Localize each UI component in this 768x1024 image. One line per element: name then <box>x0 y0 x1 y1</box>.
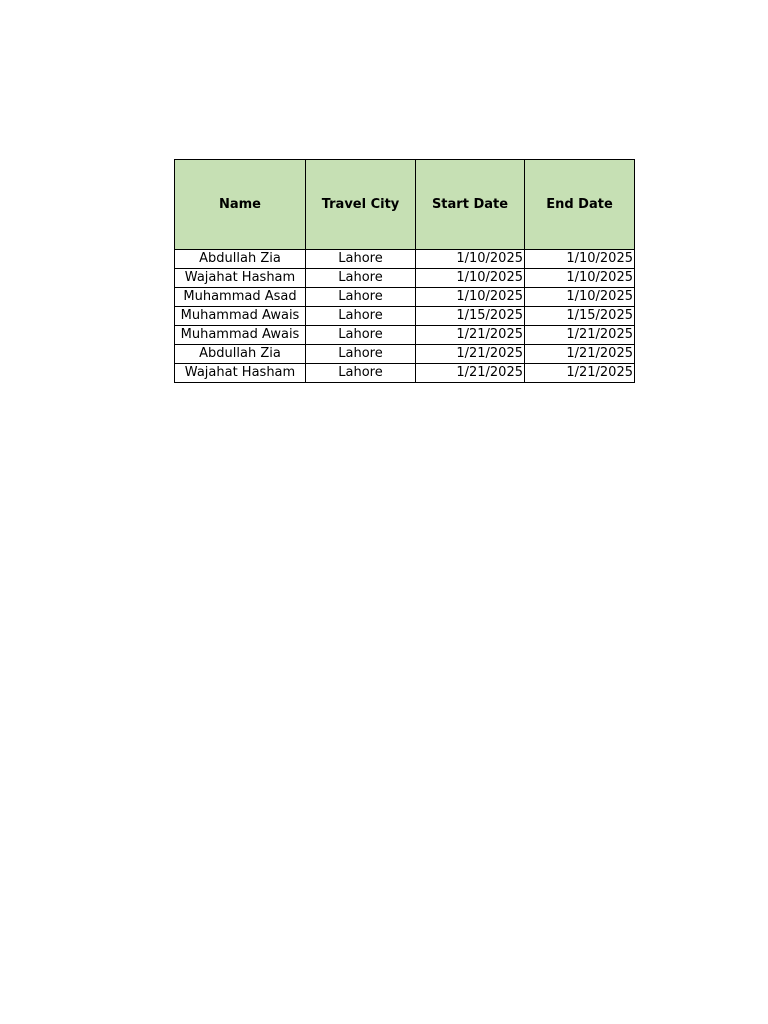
header-start-date: Start Date <box>416 160 525 250</box>
table-row <box>175 326 635 345</box>
cell-start-date: 1/15/2025 <box>416 307 525 326</box>
header-name: Name <box>175 160 306 250</box>
table-body <box>175 250 635 383</box>
table-row <box>175 269 635 288</box>
cell-travel-city: Lahore <box>306 288 416 307</box>
cell-travel-city: Lahore <box>306 269 416 288</box>
header-end-date: End Date <box>525 160 635 250</box>
table-row <box>175 307 635 326</box>
cell-name: Muhammad Awais <box>175 326 306 345</box>
cell-end-date: 1/10/2025 <box>525 250 635 269</box>
travel-table <box>174 159 635 383</box>
header-travel-city: Travel City <box>306 160 416 250</box>
cell-end-date: 1/21/2025 <box>525 326 635 345</box>
cell-end-date: 1/21/2025 <box>525 364 635 383</box>
cell-name: Abdullah Zia <box>175 250 306 269</box>
cell-name: Wajahat Hasham <box>175 269 306 288</box>
table-row <box>175 345 635 364</box>
cell-end-date: 1/10/2025 <box>525 288 635 307</box>
cell-end-date: 1/21/2025 <box>525 345 635 364</box>
cell-start-date: 1/10/2025 <box>416 288 525 307</box>
cell-travel-city: Lahore <box>306 250 416 269</box>
cell-travel-city: Lahore <box>306 364 416 383</box>
table-row <box>175 364 635 383</box>
cell-name: Wajahat Hasham <box>175 364 306 383</box>
cell-end-date: 1/15/2025 <box>525 307 635 326</box>
cell-travel-city: Lahore <box>306 345 416 364</box>
cell-name: Abdullah Zia <box>175 345 306 364</box>
cell-start-date: 1/21/2025 <box>416 364 525 383</box>
cell-start-date: 1/21/2025 <box>416 345 525 364</box>
table-row <box>175 250 635 269</box>
cell-start-date: 1/10/2025 <box>416 269 525 288</box>
cell-end-date: 1/10/2025 <box>525 269 635 288</box>
header-row <box>175 160 635 250</box>
cell-name: Muhammad Awais <box>175 307 306 326</box>
table-row <box>175 288 635 307</box>
cell-travel-city: Lahore <box>306 326 416 345</box>
cell-name: Muhammad Asad <box>175 288 306 307</box>
cell-start-date: 1/10/2025 <box>416 250 525 269</box>
cell-start-date: 1/21/2025 <box>416 326 525 345</box>
cell-travel-city: Lahore <box>306 307 416 326</box>
table-header <box>175 160 635 250</box>
